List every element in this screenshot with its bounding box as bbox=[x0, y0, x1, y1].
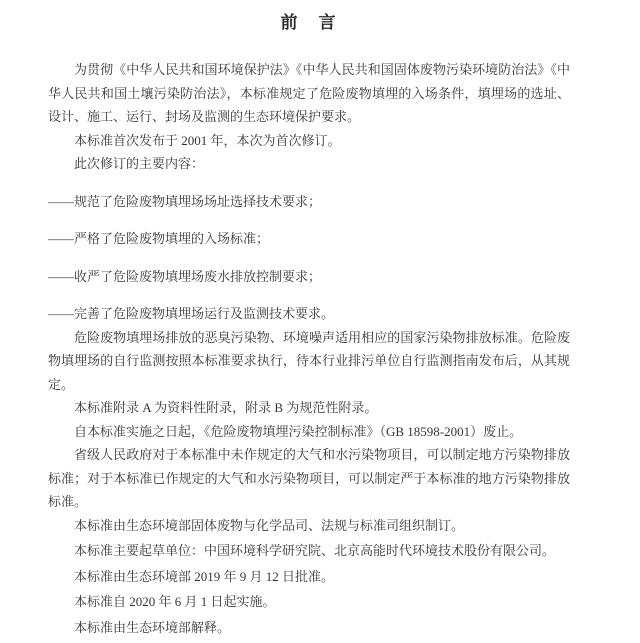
revision-item-operation-monitoring: ——完善了危险废物填埋场运行及监测技术要求。 bbox=[48, 306, 335, 321]
paragraph-interpretation: 本标准由生态环境部解释。 bbox=[74, 619, 231, 635]
paragraph-revision-heading: 此次修订的主要内容： bbox=[74, 156, 205, 171]
paragraph-intro: 为贯彻《中华人民共和国环境保护法》《中华人民共和国固体废物污染环境防治法》《中华人民共和国土壤污染防治法》，本标准规定了危险废物填埋的入场条件，填埋场的选址、设计、施工、运行、封场及监测的生态环境保护要求。 bbox=[48, 62, 570, 124]
paragraph-appendix: 本标准附录 A 为资料性附录，附录 B 为规范性附录。 bbox=[74, 400, 378, 415]
paragraph-provincial: 省级人民政府对于本标准中未作规定的大气和水污染物项目，可以制定地方污染物排放标准；对于本标准已作规定的大气和水污染物项目，可以制定严于本标准的地方污染物排放标准。 bbox=[48, 447, 570, 509]
page-title: 前 言 bbox=[280, 13, 338, 32]
paragraph-organizer: 本标准由生态环境部固体废物与化学品司、法规与标准司组织制订。 bbox=[74, 517, 465, 533]
paragraph-repeal: 自本标准实施之日起，《危险废物填埋污染控制标准》（GB 18598-2001）废止。 bbox=[74, 423, 523, 439]
revision-item-entry-standard: ——严格了危险废物填埋的入场标准； bbox=[48, 231, 270, 246]
paragraph-approval: 本标准由生态环境部 2019 年 9 月 12 日批准。 bbox=[74, 568, 335, 584]
paragraph-first-release: 本标准首次发布于 2001 年，本次为首次修订。 bbox=[74, 132, 341, 148]
revision-item-site-selection: ——规范了危险废物填埋场场址选择技术要求； bbox=[48, 193, 322, 209]
paragraph-drafters: 本标准主要起草单位：中国环境科学研究院、北京高能时代环境技术股份有限公司。 bbox=[74, 543, 556, 558]
paragraph-emission-monitoring: 危险废物填埋场排放的恶臭污染物、环境噪声适用相应的国家污染物排放标准。危险废物填埋场的自行监测按照本标准要求执行，待本行业排污单位自行监测指南发布后，从其规定。 bbox=[48, 329, 570, 392]
paragraph-implementation: 本标准自 2020 年 6 月 1 日起实施。 bbox=[74, 594, 276, 609]
revision-item-wastewater-control: ——收严了危险废物填埋场废水排放控制要求； bbox=[48, 268, 322, 284]
